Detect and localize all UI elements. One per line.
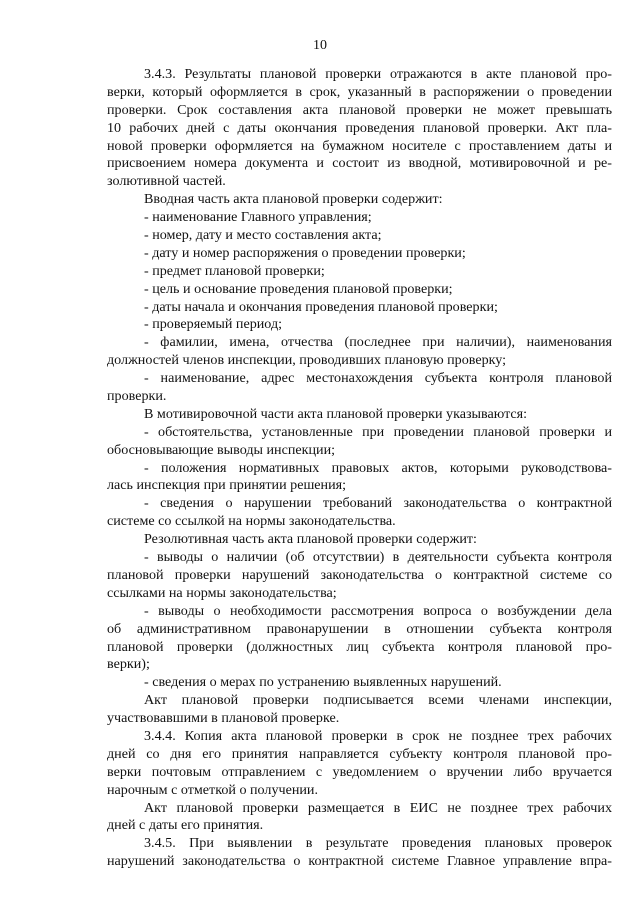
text-line: 3.4.5. При выявлении в результате проведения плановых проверок xyxy=(144,835,612,852)
text-line: дней с даты его принятия. xyxy=(107,817,264,834)
text-line: нарочным с отметкой о получении. xyxy=(107,781,318,798)
text-line: - номер, дату и место составления акта; xyxy=(144,227,382,244)
text-line: - цель и основание проведения плановой проверки; xyxy=(144,280,453,297)
text-line: - положения нормативных правовых актов, которыми руководствова- xyxy=(144,459,612,476)
text-line: лась инспекция при принятии решения; xyxy=(107,477,347,494)
text-line: В мотивировочной части акта плановой проверки указываются: xyxy=(144,405,528,422)
text-line: - сведения о нарушении требований законодательства о контрактной xyxy=(144,495,612,512)
text-line: верки, который оформляется в срок, указанный в распоряжении о проведении xyxy=(107,83,612,100)
text-line: - наименование, адрес местонахождения субъекта контроля плановой xyxy=(144,370,612,387)
text-line: проверки. Срок составления акта плановой проверки не может превышать xyxy=(107,101,612,118)
text-line: присвоением номера документа и состоит из вводной, мотивировочной и ре- xyxy=(107,155,612,172)
text-line: 3.4.4. Копия акта плановой проверки в срок не позднее трех рабочих xyxy=(144,727,612,744)
text-line: - предмет плановой проверки; xyxy=(144,262,325,279)
text-line: 10 рабочих дней с даты окончания проведения плановой проверки. Акт пла- xyxy=(107,119,612,136)
text-line: - даты начала и окончания проведения плановой проверки; xyxy=(144,298,498,315)
text-line: - наименование Главного управления; xyxy=(144,209,372,226)
text-line: плановой проверки нарушений законодательства о контрактной системе со xyxy=(107,566,612,583)
text-line: новой проверки оформляется на бумажном носителе с проставлением даты и xyxy=(107,137,612,154)
text-line: - обстоятельства, установленные при проведении плановой проверки и xyxy=(144,423,612,440)
text-line: 3.4.3. Результаты плановой проверки отражаются в акте плановой про- xyxy=(144,66,612,82)
text-line: - фамилии, имена, отчества (последнее при наличии), наименования xyxy=(144,334,612,351)
text-line: верки почтовым отправлением с уведомлением о вручении либо вручается xyxy=(107,763,612,780)
document-body xyxy=(107,66,612,871)
text-line: Вводная часть акта плановой проверки содержит: xyxy=(144,191,443,208)
text-line: верки); xyxy=(107,656,150,673)
text-line: плановой проверки (должностных лиц субъекта контроля плановой про- xyxy=(107,638,612,655)
text-line: - выводы о наличии (об отсутствии) в деятельности субъекта контроля xyxy=(144,549,612,566)
text-line: проверки. xyxy=(107,388,167,405)
text-line: - выводы о необходимости рассмотрения вопроса о возбуждении дела xyxy=(144,602,612,619)
text-line: Акт плановой проверки подписывается всеми членами инспекции, xyxy=(144,692,612,709)
text-line: об административном правонарушении в отношении субъекта контроля xyxy=(107,620,612,637)
text-line: Резолютивная часть акта плановой проверки содержит: xyxy=(144,531,477,548)
text-line: - сведения о мерах по устранению выявленных нарушений. xyxy=(144,674,502,691)
text-line: золютивной частей. xyxy=(107,173,226,190)
text-line: системе со ссылкой на нормы законодательства. xyxy=(107,513,396,530)
text-line: обосновывающие выводы инспекции; xyxy=(107,441,336,458)
text-line: должностей членов инспекции, проводивших плановую проверку; xyxy=(107,352,507,369)
text-line: - проверяемый период; xyxy=(144,316,283,333)
text-line: дней со дня его принятия направляется субъекту контроля плановой про- xyxy=(107,745,612,762)
text-line: ссылками на нормы законодательства; xyxy=(107,584,337,601)
text-line: участвовавшими в плановой проверке. xyxy=(107,710,340,727)
text-line: - дату и номер распоряжения о проведении проверки; xyxy=(144,244,466,261)
page-number: 10 xyxy=(313,38,327,53)
text-line: нарушений законодательства о контрактной системе Главное управление впра- xyxy=(107,853,612,870)
text-line: Акт плановой проверки размещается в ЕИС не позднее трех рабочих xyxy=(144,799,612,816)
